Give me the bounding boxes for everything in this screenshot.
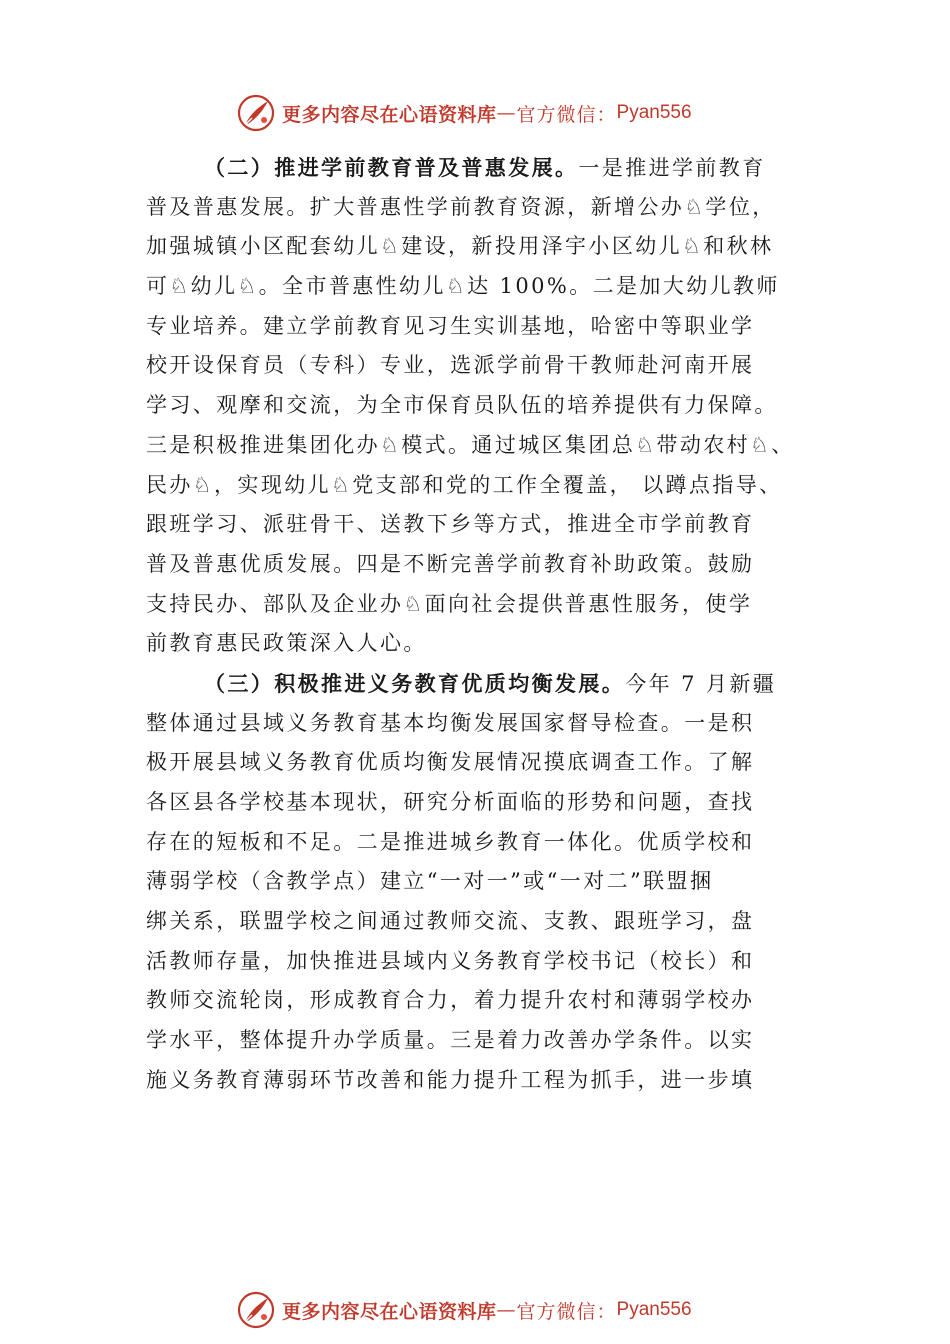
paragraph-line: 民办♘，实现幼儿♘党支部和党的工作全覆盖， 以蹲点指导、 bbox=[146, 472, 783, 497]
paragraph-line: 校开设保育员（专科）专业，选派学前骨干教师赴河南开展 bbox=[146, 353, 755, 378]
paragraph-line: 薄弱学校（含教学点）建立“一对一”或“一对二”联盟捆 bbox=[146, 869, 714, 894]
paragraph-line: 加强城镇小区配套幼儿♘建设，新投用泽宇小区幼儿♘和秋林 bbox=[146, 234, 774, 259]
watermark-wechat-id: Pyan556 bbox=[616, 102, 692, 123]
paragraph-line: 学水平，整体提升办学质量。三是着力改善办学条件。以实 bbox=[146, 1028, 755, 1053]
section-3-first-line bbox=[146, 664, 846, 704]
paragraph-line: 支持民办、部队及企业办♘面向社会提供普惠性服务，使学 bbox=[146, 591, 753, 616]
paragraph-line: 可♘幼儿♘。全市普惠性幼儿♘达 100%。二是加大幼儿教师 bbox=[146, 274, 780, 299]
paragraph-line: 教师交流轮岗，形成教育合力，着力提升农村和薄弱学校办 bbox=[146, 988, 755, 1013]
paragraph-line: 普及普惠发展。扩大普惠性学前教育资源，新增公办♘学位， bbox=[146, 194, 776, 219]
paragraph-line: 今年 7 月新疆 bbox=[625, 671, 777, 696]
section-2-heading: （二）推进学前教育普及普惠发展。 bbox=[204, 155, 579, 180]
watermark-sub-text: 官方微信： bbox=[516, 1300, 617, 1323]
paragraph-line: 跟班学习、派驻骨干、送教下乡等方式，推进全市学前教育 bbox=[146, 512, 755, 537]
paragraph-line: 存在的短板和不足。二是推进城乡教育一体化。优质学校和 bbox=[146, 829, 755, 854]
quill-logo-icon bbox=[236, 1290, 276, 1330]
section-3-heading: （三）积极推进义务教育优质均衡发展。 bbox=[204, 670, 626, 696]
paragraph-line: 学习、观摩和交流，为全市保育员队伍的培养提供有力保障。 bbox=[146, 393, 778, 418]
document-body bbox=[146, 148, 846, 1101]
paragraph-line: 前教育惠民政策深入人心。 bbox=[146, 631, 427, 656]
paragraph-line: 活教师存量，加快推进县域内义务教育学校书记（校长）和 bbox=[146, 948, 755, 973]
quill-logo-icon bbox=[236, 93, 276, 133]
watermark-sub-text: 官方微信： bbox=[516, 103, 617, 126]
paragraph-line: 一是推进学前教育 bbox=[578, 156, 766, 180]
paragraph-line: 三是积极推进集团化办♘模式。通过城区集团总♘带动农村♘、 bbox=[146, 432, 795, 457]
paragraph-line: 施义务教育薄弱环节改善和能力提升工程为抓手，进一步填 bbox=[146, 1067, 755, 1092]
watermark-dash: — bbox=[496, 1299, 517, 1321]
section-2-first-line bbox=[146, 148, 846, 188]
paragraph-line: 整体通过县域义务教育基本均衡发展国家督导检查。一是积 bbox=[146, 710, 755, 735]
watermark-main-text: 更多内容尽在心语资料库 bbox=[282, 1300, 497, 1323]
paragraph-line: 专业培养。建立学前教育见习生实训基地，哈密中等职业学 bbox=[146, 313, 755, 338]
watermark-dash: — bbox=[496, 102, 517, 124]
paragraph-line: 极开展县域义务教育优质均衡发展情况摸底调查工作。了解 bbox=[146, 750, 755, 775]
watermark-wechat-id: Pyan556 bbox=[616, 1299, 692, 1320]
paragraph-line: 各区县各学校基本现状，研究分析面临的形势和问题，查找 bbox=[146, 790, 755, 814]
paragraph-line: 绑关系，联盟学校之间通过教师交流、支教、跟班学习，盘 bbox=[146, 909, 755, 934]
paragraph-line: 普及普惠优质发展。四是不断完善学前教育补助政策。鼓励 bbox=[146, 551, 755, 576]
watermark-banner-bottom bbox=[236, 1287, 692, 1333]
watermark-banner-top bbox=[236, 90, 692, 136]
watermark-main-text: 更多内容尽在心语资料库 bbox=[282, 103, 497, 126]
